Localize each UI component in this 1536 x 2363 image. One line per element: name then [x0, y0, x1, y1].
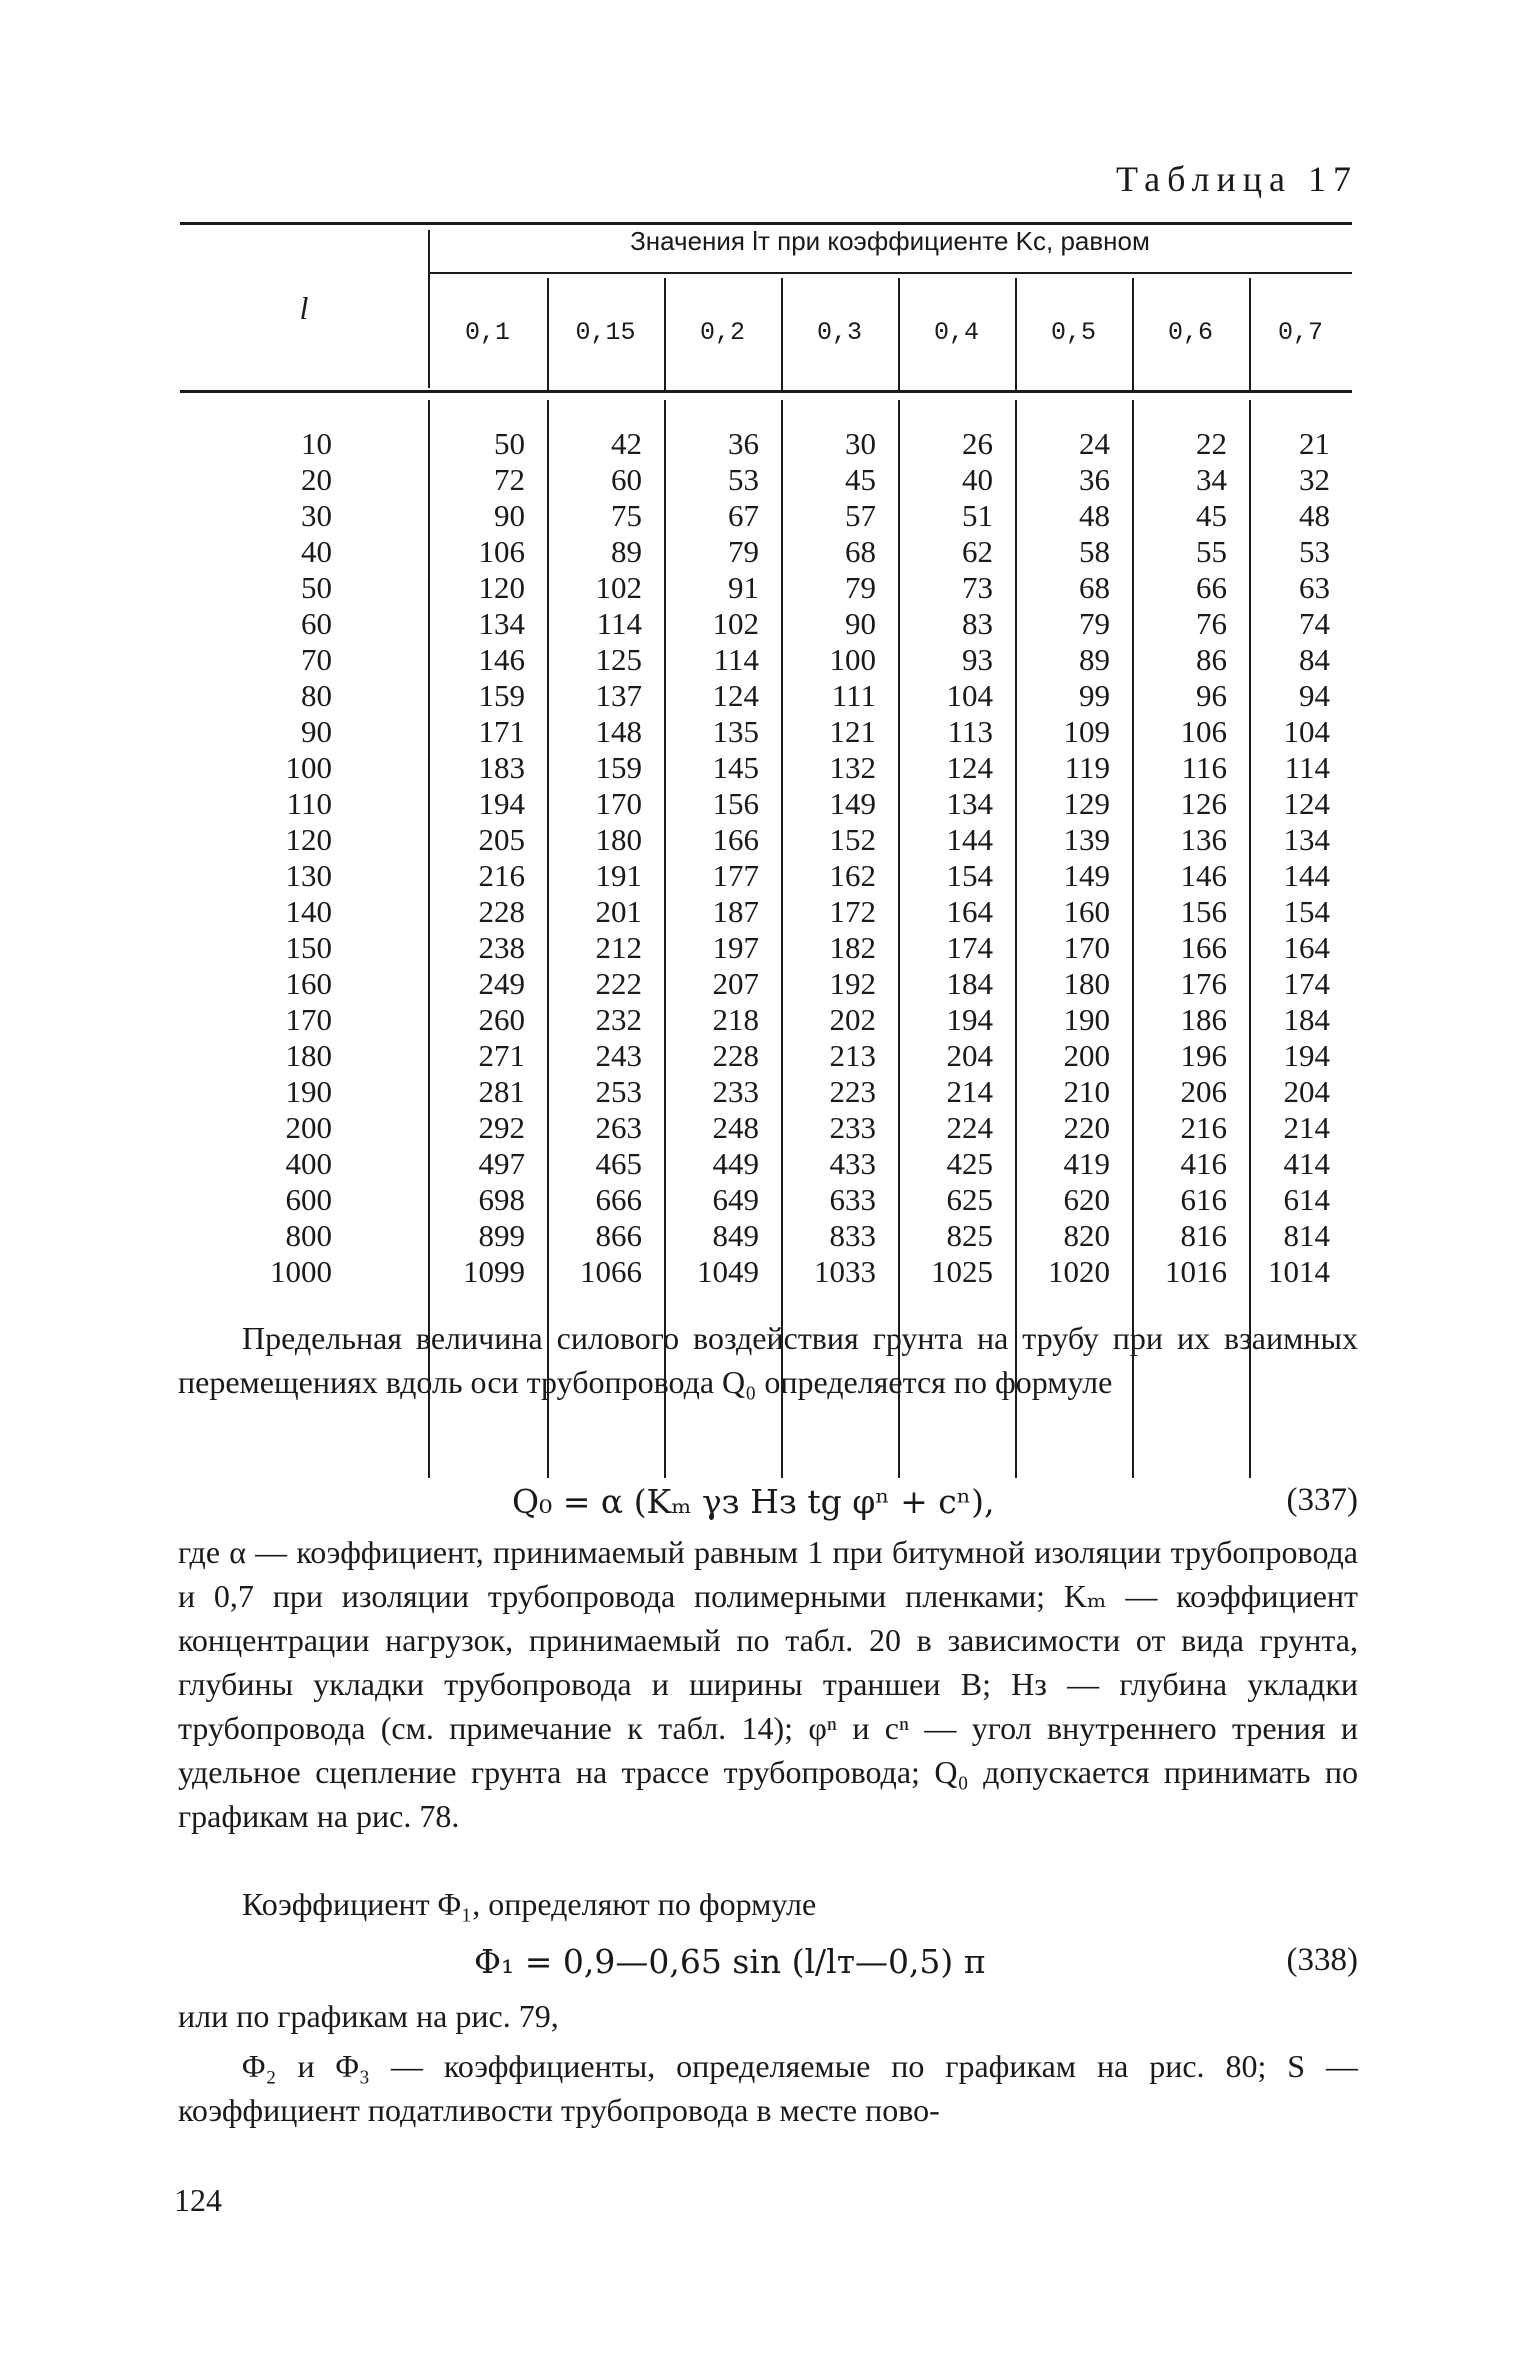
value-cell: 833: [829, 1218, 876, 1253]
value-cell: 166: [1180, 930, 1227, 965]
value-cell: 32: [1299, 462, 1330, 497]
value-cell: 156: [712, 786, 759, 821]
value-cell: 177: [712, 858, 759, 893]
value-cell: 465: [595, 1146, 642, 1181]
value-cell: 160: [1063, 894, 1110, 929]
value-cell: 216: [1180, 1110, 1227, 1145]
value-cell: 649: [712, 1182, 759, 1217]
value-cell: 91: [728, 570, 759, 605]
value-cell: 425: [946, 1146, 993, 1181]
value-cell: 159: [478, 678, 525, 713]
value-cell: 146: [478, 642, 525, 677]
table-row: [180, 534, 1352, 570]
value-cell: 820: [1063, 1218, 1110, 1253]
value-cell: 1033: [814, 1254, 876, 1289]
value-cell: 449: [712, 1146, 759, 1181]
value-cell: 204: [946, 1038, 993, 1073]
value-cell: 114: [1284, 750, 1330, 785]
value-cell: 146: [1180, 858, 1227, 893]
row-header-l: l: [299, 290, 309, 326]
table-row: [180, 966, 1352, 1002]
table-row: [180, 462, 1352, 498]
value-cell: 114: [596, 606, 642, 641]
value-cell: 1016: [1165, 1254, 1227, 1289]
value-cell: 120: [478, 570, 525, 605]
row-label-cell: 30: [301, 498, 332, 533]
value-cell: 194: [946, 1002, 993, 1037]
value-cell: 48: [1299, 498, 1330, 533]
header-span-rule: [428, 272, 1352, 274]
value-cell: 263: [595, 1110, 642, 1145]
row-label-cell: 90: [301, 714, 332, 749]
value-cell: 48: [1079, 498, 1110, 533]
column-header: 0,4: [933, 318, 979, 347]
value-cell: 139: [1063, 822, 1110, 857]
row-label-cell: 130: [285, 858, 332, 893]
value-cell: 497: [478, 1146, 525, 1181]
value-cell: 1049: [697, 1254, 759, 1289]
value-cell: 36: [728, 426, 759, 461]
value-cell: 633: [829, 1182, 876, 1217]
column-divider: [898, 278, 900, 390]
value-cell: 194: [478, 786, 525, 821]
table-row: [180, 930, 1352, 966]
value-cell: 166: [712, 822, 759, 857]
column-divider: [1132, 278, 1134, 390]
table-row: [180, 1146, 1352, 1182]
value-cell: 174: [1283, 966, 1330, 1001]
page-number: 124: [174, 2182, 222, 2218]
value-cell: 58: [1079, 534, 1110, 569]
header-bottom-rule: [180, 390, 1352, 393]
table-row: [180, 642, 1352, 678]
row-label-cell: 150: [285, 930, 332, 965]
table-body: [180, 426, 1352, 1290]
value-cell: 106: [1180, 714, 1227, 749]
value-cell: 214: [946, 1074, 993, 1109]
value-cell: 111: [831, 678, 876, 713]
table-row: [180, 498, 1352, 534]
value-cell: 55: [1196, 534, 1227, 569]
table-top-rule: [180, 222, 1352, 225]
value-cell: 79: [728, 534, 759, 569]
row-label-cell: 50: [301, 570, 332, 605]
value-cell: 137: [595, 678, 642, 713]
column-divider: [547, 278, 549, 390]
value-cell: 243: [595, 1038, 642, 1073]
value-cell: 218: [712, 1002, 759, 1037]
value-cell: 72: [494, 462, 525, 497]
value-cell: 433: [829, 1146, 876, 1181]
table-row: [180, 1038, 1352, 1074]
value-cell: 53: [728, 462, 759, 497]
value-cell: 93: [962, 642, 993, 677]
value-cell: 60: [611, 462, 642, 497]
value-cell: 45: [845, 462, 876, 497]
value-cell: 164: [946, 894, 993, 929]
value-cell: 30: [845, 426, 876, 461]
table-row: [180, 426, 1352, 462]
value-cell: 271: [478, 1038, 525, 1073]
value-cell: 125: [595, 642, 642, 677]
value-cell: 899: [478, 1218, 525, 1253]
table-row: [180, 1074, 1352, 1110]
value-cell: 180: [1063, 966, 1110, 1001]
value-cell: 625: [946, 1182, 993, 1217]
value-cell: 114: [713, 642, 759, 677]
value-cell: 192: [829, 966, 876, 1001]
paragraph-or-graphs: или по графикам на рис. 79,: [178, 1998, 559, 2034]
value-cell: 154: [946, 858, 993, 893]
value-cell: 152: [829, 822, 876, 857]
value-cell: 148: [595, 714, 642, 749]
row-label-cell: 10: [301, 426, 332, 461]
row-label-cell: 110: [286, 786, 332, 821]
value-cell: 102: [712, 606, 759, 641]
value-cell: 135: [712, 714, 759, 749]
value-cell: 22: [1196, 426, 1227, 461]
value-cell: 253: [595, 1074, 642, 1109]
value-cell: 202: [829, 1002, 876, 1037]
value-cell: 79: [845, 570, 876, 605]
value-cell: 94: [1299, 678, 1330, 713]
value-cell: 144: [946, 822, 993, 857]
text-block-4: [178, 1994, 1358, 2038]
value-cell: 116: [1181, 750, 1227, 785]
row-label-cell: 190: [285, 1074, 332, 1109]
column-divider: [428, 230, 430, 388]
row-label-cell: 400: [285, 1146, 332, 1181]
value-cell: 106: [478, 534, 525, 569]
span-header: Значения lт при коэффициенте Kc, равном: [630, 226, 1150, 256]
value-cell: 68: [1079, 570, 1110, 605]
row-label-cell: 600: [285, 1182, 332, 1217]
row-label-cell: 40: [301, 534, 332, 569]
value-cell: 207: [712, 966, 759, 1001]
value-cell: 228: [478, 894, 525, 929]
paragraph-phi: Φ₂ и Φ₃ — коэффициенты, определяемые по графикам на рис. 80; S — коэффициент податливости трубопровода в месте пово-: [178, 2048, 1358, 2128]
value-cell: 194: [1283, 1038, 1330, 1073]
value-cell: 224: [946, 1110, 993, 1145]
paragraph-intro: Предельная величина силового воздействия грунта на трубу при их взаимных перемещениях вдоль оси трубопровода Q₀ определяется по формуле: [178, 1320, 1358, 1400]
value-cell: 197: [712, 930, 759, 965]
value-cell: 99: [1079, 678, 1110, 713]
row-label-cell: 100: [285, 750, 332, 785]
value-cell: 129: [1063, 786, 1110, 821]
value-cell: 174: [946, 930, 993, 965]
value-cell: 204: [1283, 1074, 1330, 1109]
value-cell: 34: [1196, 462, 1227, 497]
column-divider: [1015, 278, 1017, 390]
value-cell: 200: [1063, 1038, 1110, 1073]
value-cell: 223: [829, 1074, 876, 1109]
value-cell: 228: [712, 1038, 759, 1073]
value-cell: 849: [712, 1218, 759, 1253]
value-cell: 124: [712, 678, 759, 713]
formula-337-number: (337): [1286, 1482, 1358, 1518]
value-cell: 1066: [580, 1254, 642, 1289]
value-cell: 866: [595, 1218, 642, 1253]
value-cell: 1099: [463, 1254, 525, 1289]
column-header: 0,5: [1050, 318, 1096, 347]
value-cell: 126: [1180, 786, 1227, 821]
value-cell: 36: [1079, 462, 1110, 497]
value-cell: 176: [1180, 966, 1227, 1001]
value-cell: 233: [829, 1110, 876, 1145]
value-cell: 212: [595, 930, 642, 965]
table-row: [180, 1218, 1352, 1254]
value-cell: 40: [962, 462, 993, 497]
formula-337-expression: Q₀ = α (Kₘ γз Hз tg φⁿ + cⁿ),: [512, 1482, 995, 1521]
value-cell: 816: [1180, 1218, 1227, 1253]
value-cell: 119: [1064, 750, 1110, 785]
value-cell: 53: [1299, 534, 1330, 569]
value-cell: 666: [595, 1182, 642, 1217]
column-header: 0,7: [1277, 318, 1323, 347]
row-label-cell: 120: [285, 822, 332, 857]
value-cell: 249: [478, 966, 525, 1001]
value-cell: 205: [478, 822, 525, 857]
table-row: [180, 822, 1352, 858]
value-cell: 180: [595, 822, 642, 857]
value-cell: 210: [1063, 1074, 1110, 1109]
value-cell: 222: [595, 966, 642, 1001]
value-cell: 159: [595, 750, 642, 785]
value-cell: 184: [1283, 1002, 1330, 1037]
value-cell: 187: [712, 894, 759, 929]
value-cell: 73: [962, 570, 993, 605]
value-cell: 162: [829, 858, 876, 893]
value-cell: 170: [1063, 930, 1110, 965]
value-cell: 248: [712, 1110, 759, 1145]
value-cell: 238: [478, 930, 525, 965]
value-cell: 260: [478, 1002, 525, 1037]
row-label-cell: 180: [285, 1038, 332, 1073]
value-cell: 26: [962, 426, 993, 461]
row-label-cell: 140: [285, 894, 332, 929]
value-cell: 136: [1180, 822, 1227, 857]
column-header: 0,1: [464, 318, 510, 347]
value-cell: 281: [478, 1074, 525, 1109]
column-header: 0,15: [575, 318, 636, 347]
value-cell: 113: [947, 714, 993, 749]
value-cell: 50: [494, 426, 525, 461]
value-cell: 156: [1180, 894, 1227, 929]
column-header: 0,2: [699, 318, 745, 347]
value-cell: 62: [962, 534, 993, 569]
column-divider: [781, 278, 783, 390]
text-block-5: [178, 2044, 1358, 2132]
column-divider: [664, 278, 666, 390]
value-cell: 57: [845, 498, 876, 533]
value-cell: 144: [1283, 858, 1330, 893]
table-row: [180, 786, 1352, 822]
value-cell: 90: [845, 606, 876, 641]
value-cell: 698: [478, 1182, 525, 1217]
table-row: [180, 1002, 1352, 1038]
value-cell: 134: [478, 606, 525, 641]
table-row: [180, 1254, 1352, 1290]
value-cell: 89: [1079, 642, 1110, 677]
value-cell: 67: [728, 498, 759, 533]
value-cell: 154: [1283, 894, 1330, 929]
value-cell: 124: [1283, 786, 1330, 821]
row-label-cell: 1000: [270, 1254, 332, 1289]
column-divider: [1249, 278, 1251, 390]
value-cell: 232: [595, 1002, 642, 1037]
column-header: 0,6: [1167, 318, 1213, 347]
value-cell: 90: [494, 498, 525, 533]
value-cell: 45: [1196, 498, 1227, 533]
value-cell: 616: [1180, 1182, 1227, 1217]
value-cell: 172: [829, 894, 876, 929]
table-row: [180, 858, 1352, 894]
table-row: [180, 570, 1352, 606]
value-cell: 164: [1283, 930, 1330, 965]
table-row: [180, 1110, 1352, 1146]
table-row: [180, 678, 1352, 714]
value-cell: 825: [946, 1218, 993, 1253]
value-cell: 414: [1283, 1146, 1330, 1181]
value-cell: 68: [845, 534, 876, 569]
value-cell: 182: [829, 930, 876, 965]
value-cell: 75: [611, 498, 642, 533]
table-row: [180, 750, 1352, 786]
formula-338-expression: Φ₁ = 0,9—0,65 sin (l/lт—0,5) π: [474, 1942, 986, 1981]
value-cell: 214: [1283, 1110, 1330, 1145]
value-cell: 134: [1283, 822, 1330, 857]
row-label-cell: 60: [301, 606, 332, 641]
value-cell: 196: [1180, 1038, 1227, 1073]
value-cell: 814: [1283, 1218, 1330, 1253]
value-cell: 24: [1079, 426, 1110, 461]
value-cell: 51: [962, 498, 993, 533]
value-cell: 84: [1299, 642, 1330, 677]
value-cell: 86: [1196, 642, 1227, 677]
value-cell: 79: [1079, 606, 1110, 641]
value-cell: 186: [1180, 1002, 1227, 1037]
value-cell: 89: [611, 534, 642, 569]
value-cell: 66: [1196, 570, 1227, 605]
value-cell: 171: [478, 714, 525, 749]
text-block-1: [178, 1316, 1358, 1404]
value-cell: 220: [1063, 1110, 1110, 1145]
value-cell: 104: [1283, 714, 1330, 749]
value-cell: 145: [712, 750, 759, 785]
value-cell: 216: [478, 858, 525, 893]
value-cell: 102: [595, 570, 642, 605]
value-cell: 620: [1063, 1182, 1110, 1217]
value-cell: 190: [1063, 1002, 1110, 1037]
row-label-cell: 170: [285, 1002, 332, 1037]
column-header: 0,3: [816, 318, 862, 347]
formula-338-number: (338): [1286, 1942, 1358, 1978]
value-cell: 104: [946, 678, 993, 713]
row-label-cell: 20: [301, 462, 332, 497]
value-cell: 42: [611, 426, 642, 461]
value-cell: 149: [1063, 858, 1110, 893]
paragraph-coefficient: Коэффициент Φ₁, определяют по формуле: [242, 1886, 817, 1922]
value-cell: 1025: [931, 1254, 993, 1289]
value-cell: 121: [829, 714, 876, 749]
value-cell: 614: [1283, 1182, 1330, 1217]
value-cell: 109: [1063, 714, 1110, 749]
value-cell: 1014: [1268, 1254, 1330, 1289]
value-cell: 201: [595, 894, 642, 929]
table-row: [180, 894, 1352, 930]
value-cell: 100: [829, 642, 876, 677]
table-row: [180, 1182, 1352, 1218]
value-cell: 206: [1180, 1074, 1227, 1109]
value-cell: 149: [829, 786, 876, 821]
value-cell: 170: [595, 786, 642, 821]
value-cell: 76: [1196, 606, 1227, 641]
value-cell: 416: [1180, 1146, 1227, 1181]
paragraph-where: где α — коэффициент, принимаемый равным 1 при битумной изоляции трубопровода и 0,7 при изоляции трубопровода полимерными пленками; Kₘ — коэффициент концентрации нагрузок, принимаемый по табл. 20 в зависимости от вида грунта, глубины укладки трубопровода и ширины траншеи B; Hз — глубина укладки трубопровода (см. примечание к табл. 14); φⁿ и cⁿ — угол внутреннего трения и удельное сцепление грунта на трассе трубопровода; Q₀ допускается принимать по графикам на рис. 78.: [178, 1534, 1358, 1834]
value-cell: 21: [1299, 426, 1330, 461]
value-cell: 74: [1299, 606, 1330, 641]
row-label-cell: 800: [285, 1218, 332, 1253]
row-label-cell: 200: [285, 1110, 332, 1145]
value-cell: 213: [829, 1038, 876, 1073]
value-cell: 1020: [1048, 1254, 1110, 1289]
value-cell: 83: [962, 606, 993, 641]
value-cell: 124: [946, 750, 993, 785]
value-cell: 419: [1063, 1146, 1110, 1181]
value-cell: 184: [946, 966, 993, 1001]
value-cell: 134: [946, 786, 993, 821]
value-cell: 191: [595, 858, 642, 893]
value-cell: 233: [712, 1074, 759, 1109]
value-cell: 132: [829, 750, 876, 785]
value-cell: 63: [1299, 570, 1330, 605]
row-label-cell: 80: [301, 678, 332, 713]
text-block-3: [178, 1882, 1358, 1926]
value-cell: 292: [478, 1110, 525, 1145]
table-caption: Таблица 17: [1116, 159, 1358, 199]
value-cell: 96: [1196, 678, 1227, 713]
row-label-cell: 70: [301, 642, 332, 677]
row-label-cell: 160: [285, 966, 332, 1001]
value-cell: 183: [478, 750, 525, 785]
table-row: [180, 606, 1352, 642]
text-block-2: [178, 1530, 1358, 1838]
table-row: [180, 714, 1352, 750]
